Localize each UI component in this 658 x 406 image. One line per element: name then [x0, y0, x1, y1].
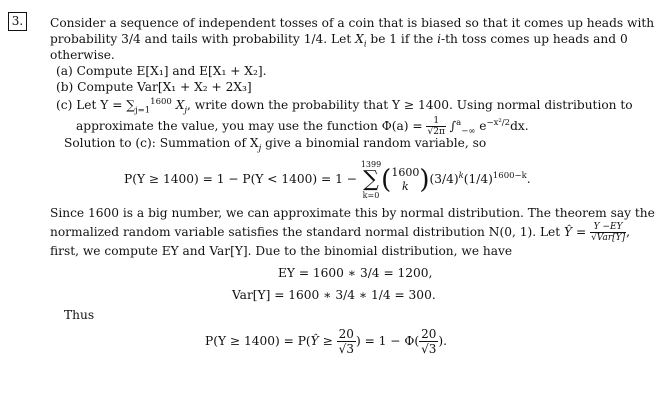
intro-line-1: Consider a sequence of independent tosses of a coin that is biased so that it comes up heads with [50, 16, 655, 30]
one-over-sqrt-2pi: $\frac{1}{√2\pi}$ [427, 116, 445, 137]
sigma-symbol: ∑ [126, 98, 135, 112]
thus-label: Thus [64, 308, 95, 322]
binomial-coefficient: 1600 k [391, 165, 420, 193]
paragraph-line-3: first, we compute EY and Var[Y]. Due to the binomial distribution, we have [50, 244, 513, 258]
part-c-line-1: (c) Let $Y = \sum_{j=1}^{1600}$ $X_j$, write down the probability that Y ≥ 1400. Using normal distribution to [56, 96, 633, 116]
part-a: (a) Compute E[X₁] and E[X₁ + X₂]. [56, 64, 267, 78]
equation-variance: Var[Y] = 1600 ∗ 3/4 ∗ 1/4 = 300. [232, 288, 436, 302]
problem-number: 3. [8, 12, 27, 31]
paragraph-line-2: normalized random variable satisfies the standard normal distribution N(0, 1). Let Ŷ = $\frac{Y -EY}{\text{√Var[Y]}}$ , [50, 222, 630, 243]
equation-expectation: EY = 1600 ∗ 3/4 = 1200, [278, 266, 433, 280]
intro-line-2: probability 3/4 and tails with probability 1/4. Let $X_i$ be 1 if the i-th toss comes up heads and 0 [50, 32, 628, 50]
part-c-line-2: approximate the value, you may use the function Φ(a) = $\frac{1}{√2\pi}$ ∫$^a_{-\infty}$ $e^{-x^2/2}dx$. [76, 116, 529, 137]
intro-line-3: otherwise. [50, 48, 115, 62]
equation-approximation: P(Y ≥ 1400) = P(Ŷ ≥ $\frac{20}{√3}$ ) = 1 − Φ( $\frac{20}{√3}$ ). [205, 327, 448, 356]
solution-heading: Solution to (c): Summation of $X_j$ give a binomial random variable, so [64, 136, 487, 154]
paragraph-line-1: Since 1600 is a big number, we can approximate this by normal distribution. The theorem say the [50, 206, 655, 220]
twenty-over-sqrt3-a: $\frac{20}{√3}$ [338, 327, 354, 356]
equation-binomial: P(Y ≥ 1400) = 1 − P(Y < 1400) = 1 − 1399 ∑ k=0 ( 1600 k )$(3/4)^k(1/4)^{1600-k}$. [124, 159, 531, 200]
summation: 1399 ∑ k=0 [360, 159, 382, 200]
integral-symbol: ∫ [449, 119, 457, 133]
normalized-fraction: $\frac{Y -EY}{\text{√Var[Y]}}$ [591, 222, 626, 243]
twenty-over-sqrt3-b: $\frac{20}{√3}$ [421, 327, 437, 356]
part-b: (b) Compute Var[X₁ + X₂ + 2X₃] [56, 80, 252, 94]
